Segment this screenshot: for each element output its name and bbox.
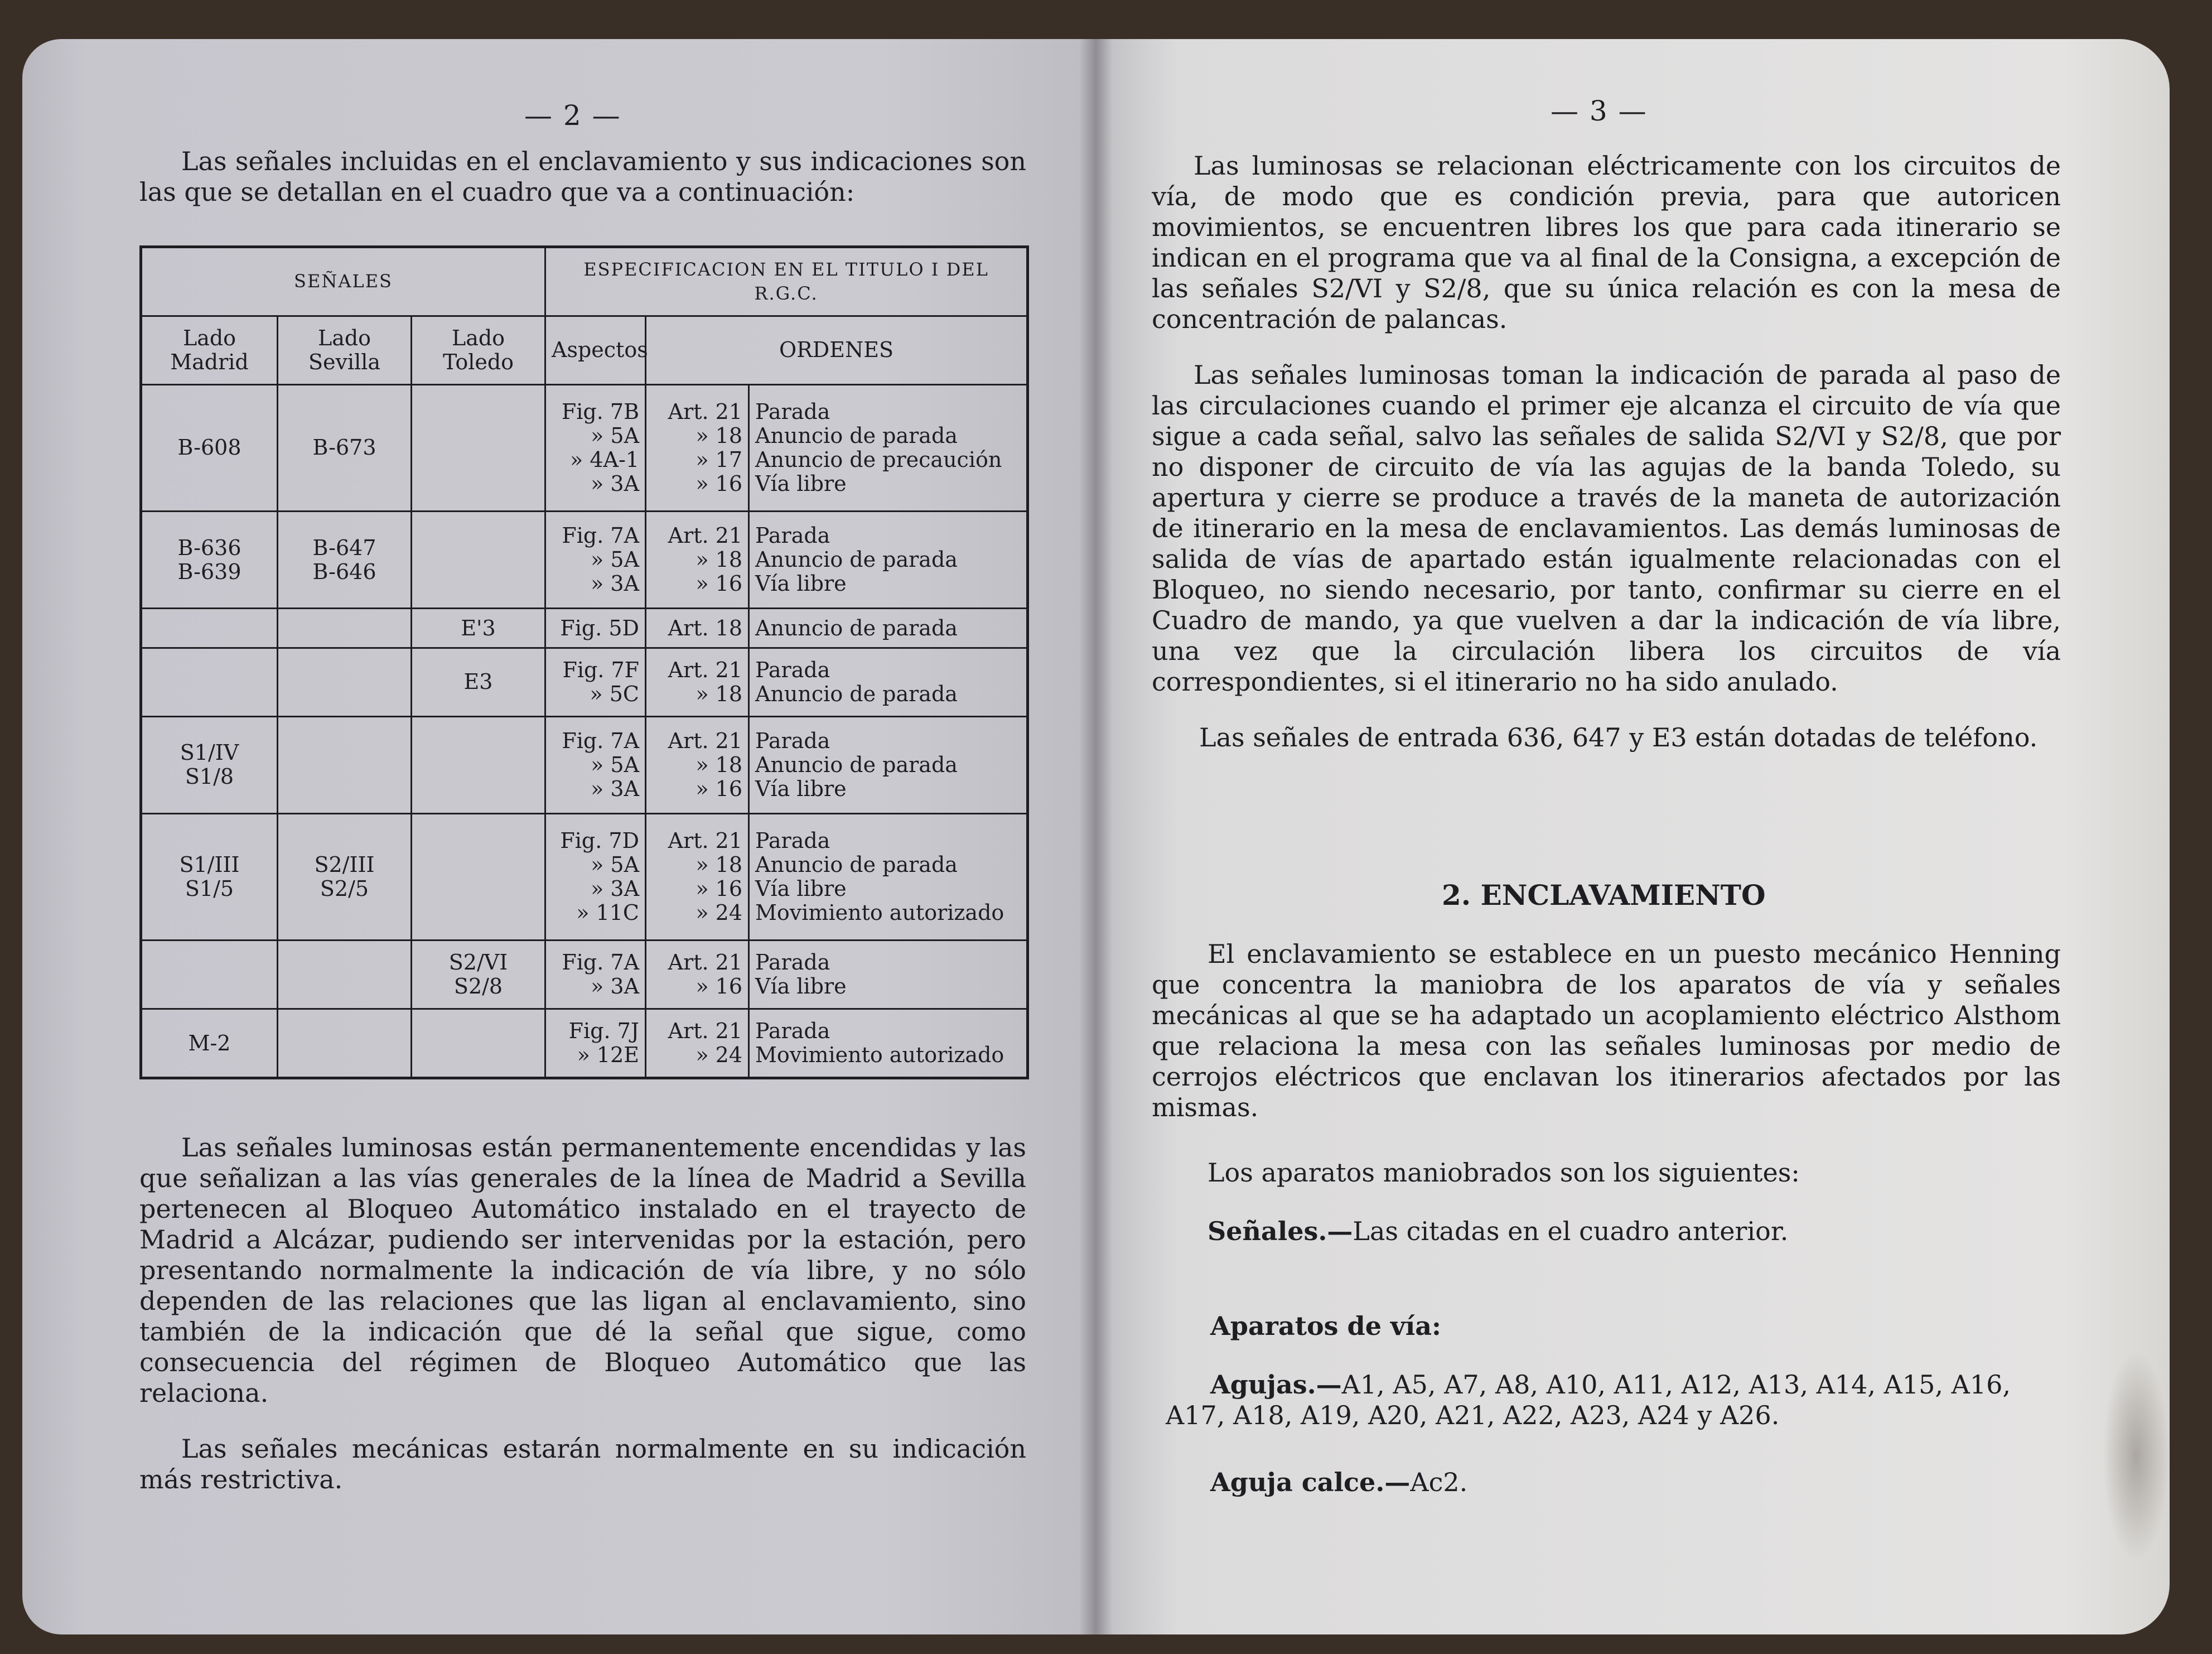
calce-text: Ac2. [1410, 1467, 1468, 1497]
cell-lado-toledo [412, 384, 545, 511]
agujas-label: Agujas.— [1210, 1370, 1342, 1400]
cell-lado-sevilla [278, 716, 412, 814]
signal-rows [141, 384, 1028, 1078]
cell-ordenes: Parada Anuncio de parada Vía libre [749, 716, 1028, 814]
paper-stain [2103, 1350, 2170, 1562]
table-row [141, 1009, 1028, 1078]
cell-lado-toledo [412, 1009, 545, 1078]
cell-lado-toledo: S2/VI S2/8 [412, 941, 545, 1009]
calce-line [1210, 1467, 2064, 1498]
cell-lado-madrid: B-636 B-639 [141, 511, 278, 609]
cell-lado-madrid [141, 648, 278, 716]
cell-lado-toledo: E'3 [412, 609, 545, 648]
col-aspectos: Aspectos [545, 316, 646, 384]
col-lado-sevilla: Lado Sevilla [278, 316, 412, 384]
cell-aspectos: Fig. 7F » 5C [545, 648, 646, 716]
header-signals: SEÑALES [141, 247, 545, 316]
cell-ordenes: Parada Vía libre [749, 941, 1028, 1009]
table-row [141, 648, 1028, 716]
cell-ordenes: Parada Anuncio de parada Anuncio de precaución Vía libre [749, 384, 1028, 511]
cell-articulos: Art. 18 [646, 609, 749, 648]
cell-articulos: Art. 21 » 18 » 17 » 16 [646, 384, 749, 511]
cell-articulos: Art. 21 » 18 » 16 [646, 716, 749, 814]
page-number-right: — 3 — [1551, 95, 1648, 127]
cell-lado-sevilla [278, 609, 412, 648]
senales-label: Señales.— [1208, 1216, 1353, 1246]
cell-lado-sevilla [278, 648, 412, 716]
col-ordenes: ORDENES [646, 316, 1028, 384]
senales-line [1208, 1216, 2061, 1247]
cell-articulos: Art. 21 » 18 [646, 648, 749, 716]
cell-articulos: Art. 21 » 16 [646, 941, 749, 1009]
cell-lado-sevilla: B-647 B-646 [278, 511, 412, 609]
section-heading: 2. ENCLAVAMIENTO [1442, 879, 1766, 912]
col-lado-toledo: Lado Toledo [412, 316, 545, 384]
cell-aspectos: Fig. 7A » 5A » 3A [545, 511, 646, 609]
cell-lado-toledo [412, 716, 545, 814]
cell-lado-sevilla [278, 941, 412, 1009]
col-lado-madrid: Lado Madrid [141, 316, 278, 384]
cell-ordenes: Anuncio de parada [749, 609, 1028, 648]
page-number-left: — 2 — [524, 99, 621, 132]
cell-lado-madrid: B-608 [141, 384, 278, 511]
cell-ordenes: Parada Anuncio de parada [749, 648, 1028, 716]
cell-lado-madrid [141, 941, 278, 1009]
cell-lado-madrid: S1/IV S1/8 [141, 716, 278, 814]
cell-articulos: Art. 21 » 18 » 16 [646, 511, 749, 609]
cell-lado-toledo: E3 [412, 648, 545, 716]
table-row [141, 716, 1028, 814]
cell-lado-sevilla: B-673 [278, 384, 412, 511]
agujas-text: A1, A5, A7, A8, A10, A11, A12, A13, A14, A15, A16, A17, A18, A19, A20, A21, A22, A23, A24 y A26. [1166, 1370, 2011, 1430]
cell-ordenes: Parada Movimiento autorizado [749, 1009, 1028, 1078]
right-paragraph-2: Las señales luminosas toman la indicación de parada al paso de las circulaciones cuando el primer eje alcanza el circuito de vía que sigue a cada señal, salvo las señales de salida S2/VI y S2/8, que por no disponer de circuito de vía las agujas de la banda Toledo, su apertura y cierre se produce a través de la maneta de autorización de itinerario en la mesa de enclavamientos. Las demás luminosas de salida de vías de apartado están igualmente relacionadas con el Bloqueo, no siendo necesario, por tanto, confirmar su cierre en el Cuadro de mando, ya que vuelven a dar la indicación de vía libre, una vez que la circulación libera los circuitos de vía correspondientes, si el itinerario no ha sido anulado. [1152, 360, 2061, 697]
right-paragraph-4: El enclavamiento se establece en un puesto mecánico Henning que concentra la maniobra de los aparatos de vía y señales mecánicas al que se ha adaptado un acoplamiento eléctrico Alsthom que relaciona la mesa con las señales luminosas por medio de cerrojos eléctricos que enclavan los itinerarios afectados por las mismas. [1152, 939, 2061, 1122]
right-paragraph-1: Las luminosas se relacionan eléctricamente con los circuitos de vía, de modo que es condición previa, para que autoricen movimientos, se encuentren libres los que para cada itinerario se indican en el programa que va al final de la Consigna, a excepción de las señales S2/VI y S2/8, que su única relación es con la mesa de concentración de palancas. [1152, 151, 2061, 334]
mecanicas-paragraph: Las señales mecánicas estarán normalmente en su indicación más restrictiva. [139, 1434, 1026, 1494]
book-gutter [1079, 39, 1113, 1634]
right-paragraph-3: Las señales de entrada 636, 647 y E3 están dotadas de teléfono. [1199, 722, 2038, 753]
table-row [141, 609, 1028, 648]
aparatos-heading: Aparatos de vía: [1210, 1311, 1441, 1341]
cell-aspectos: Fig. 5D [545, 609, 646, 648]
table-row [141, 384, 1028, 511]
header-spec: ESPECIFICACION EN EL TITULO I DEL R.G.C. [545, 247, 1028, 316]
agujas-line [1166, 1370, 2064, 1431]
table-row [141, 814, 1028, 941]
signals-table [139, 245, 1029, 1079]
cell-articulos: Art. 21 » 24 [646, 1009, 749, 1078]
cell-aspectos: Fig. 7D » 5A » 3A » 11C [545, 814, 646, 941]
cell-articulos: Art. 21 » 18 » 16 » 24 [646, 814, 749, 941]
calce-label: Aguja calce.— [1210, 1467, 1411, 1497]
senales-text: Las citadas en el cuadro anterior. [1353, 1216, 1789, 1246]
cell-lado-sevilla [278, 1009, 412, 1078]
cell-lado-toledo [412, 511, 545, 609]
cell-lado-madrid: S1/III S1/5 [141, 814, 278, 941]
cell-aspectos: Fig. 7J » 12E [545, 1009, 646, 1078]
table-row [141, 511, 1028, 609]
cell-lado-toledo [412, 814, 545, 941]
right-paragraph-5: Los aparatos maniobrados son los siguientes: [1208, 1158, 1800, 1188]
cell-lado-sevilla: S2/III S2/5 [278, 814, 412, 941]
table-row [141, 941, 1028, 1009]
luminosas-paragraph: Las señales luminosas están permanentemente encendidas y las que señalizan a las vías generales de la línea de Madrid a Sevilla pertenecen al Bloqueo Automático instalado en el trayecto de Madrid a Alcázar, pudiendo ser intervenidas por la estación, pero presentando normalmente la indicación de vía libre, y no sólo dependen de las relaciones que las ligan al enclavamiento, sino también de la indicación que dé la señal que sigue, como consecuencia del régimen de Bloqueo Automático que las relaciona. [139, 1132, 1026, 1408]
cell-aspectos: Fig. 7A » 5A » 3A [545, 716, 646, 814]
cell-ordenes: Parada Anuncio de parada Vía libre [749, 511, 1028, 609]
cell-aspectos: Fig. 7B » 5A » 4A-1 » 3A [545, 384, 646, 511]
cell-aspectos: Fig. 7A » 3A [545, 941, 646, 1009]
cell-ordenes: Parada Anuncio de parada Vía libre Movimiento autorizado [749, 814, 1028, 941]
cell-lado-madrid: M-2 [141, 1009, 278, 1078]
cell-lado-madrid [141, 609, 278, 648]
intro-paragraph: Las señales incluidas en el enclavamiento y sus indicaciones son las que se detallan en el cuadro que va a continuación: [139, 146, 1026, 207]
